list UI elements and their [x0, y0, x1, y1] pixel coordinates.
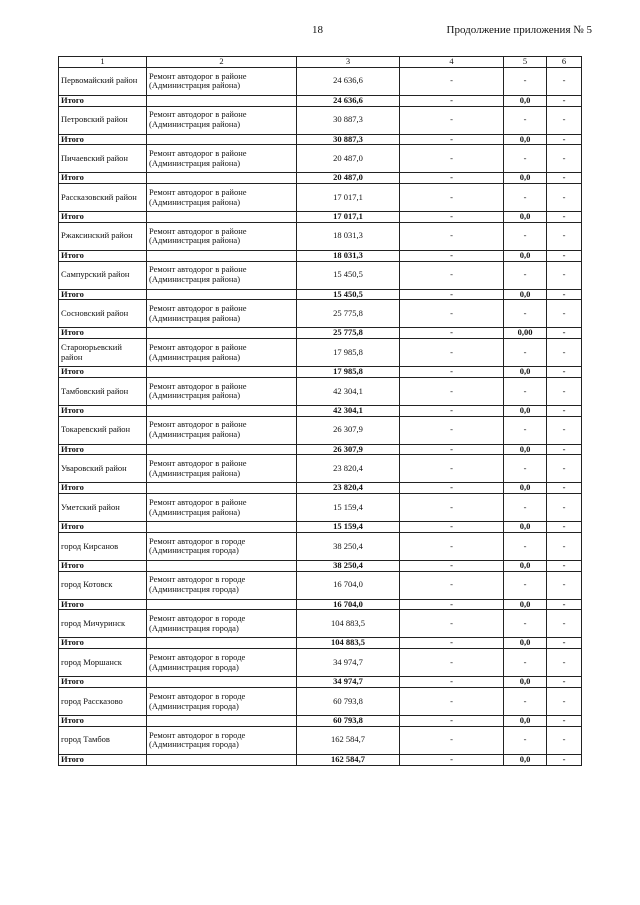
cell-district: Уваровский район: [59, 455, 147, 483]
cell-col-6: -: [547, 532, 582, 560]
table-row: [59, 67, 582, 95]
total-label: Итого: [59, 95, 147, 106]
cell-col-5: -: [504, 416, 547, 444]
cell-col-6: -: [547, 416, 582, 444]
total-col-4: -: [400, 638, 504, 649]
total-col-4: -: [400, 173, 504, 184]
column-header: 6: [547, 57, 582, 68]
cell-amount: 20 487,0: [297, 145, 400, 173]
total-empty-cell: [147, 95, 297, 106]
cell-col-6: -: [547, 222, 582, 250]
total-row: [59, 289, 582, 300]
total-label: Итого: [59, 212, 147, 223]
cell-col-4: -: [400, 300, 504, 328]
table-row: [59, 688, 582, 716]
total-amount: 17 017,1: [297, 212, 400, 223]
total-label: Итого: [59, 250, 147, 261]
cell-work-description: Ремонт автодорог в городе (Администрация города): [147, 571, 297, 599]
appendix-note: Продолжение приложения № 5: [446, 24, 592, 36]
total-amount: 24 636,6: [297, 95, 400, 106]
total-row: [59, 95, 582, 106]
total-col-5: 0,0: [504, 250, 547, 261]
cell-work-description: Ремонт автодорог в районе (Администрация района): [147, 184, 297, 212]
total-col-4: -: [400, 677, 504, 688]
cell-amount: 24 636,6: [297, 67, 400, 95]
table-row: [59, 377, 582, 405]
total-label: Итого: [59, 405, 147, 416]
total-row: [59, 134, 582, 145]
cell-district: город Моршанск: [59, 649, 147, 677]
cell-col-4: -: [400, 688, 504, 716]
total-col-4: -: [400, 483, 504, 494]
total-empty-cell: [147, 212, 297, 223]
total-label: Итого: [59, 560, 147, 571]
cell-district: город Мичуринск: [59, 610, 147, 638]
cell-district: Токаревский район: [59, 416, 147, 444]
total-col-6: -: [547, 212, 582, 223]
total-col-4: -: [400, 367, 504, 378]
cell-col-5: -: [504, 145, 547, 173]
total-amount: 17 985,8: [297, 367, 400, 378]
column-header: 4: [400, 57, 504, 68]
cell-amount: 60 793,8: [297, 688, 400, 716]
total-col-6: -: [547, 677, 582, 688]
total-amount: 38 250,4: [297, 560, 400, 571]
cell-col-4: -: [400, 532, 504, 560]
cell-col-4: -: [400, 649, 504, 677]
total-label: Итого: [59, 134, 147, 145]
cell-work-description: Ремонт автодорог в городе (Администрация города): [147, 610, 297, 638]
total-amount: 162 584,7: [297, 754, 400, 765]
table-body: [59, 67, 582, 765]
cell-col-5: -: [504, 494, 547, 522]
table-row: [59, 610, 582, 638]
cell-col-6: -: [547, 494, 582, 522]
total-label: Итого: [59, 754, 147, 765]
total-col-4: -: [400, 444, 504, 455]
total-col-4: -: [400, 250, 504, 261]
cell-work-description: Ремонт автодорог в районе (Администрация района): [147, 261, 297, 289]
total-label: Итого: [59, 289, 147, 300]
total-col-5: 0,0: [504, 638, 547, 649]
cell-work-description: Ремонт автодорог в городе (Администрация города): [147, 649, 297, 677]
cell-district: Рассказовский район: [59, 184, 147, 212]
total-col-6: -: [547, 405, 582, 416]
cell-amount: 17 985,8: [297, 339, 400, 367]
cell-col-5: -: [504, 571, 547, 599]
table-row: [59, 416, 582, 444]
total-row: [59, 522, 582, 533]
total-amount: 18 031,3: [297, 250, 400, 261]
total-col-5: 0,0: [504, 173, 547, 184]
cell-col-5: -: [504, 532, 547, 560]
total-empty-cell: [147, 716, 297, 727]
cell-col-5: -: [504, 726, 547, 754]
total-row: [59, 250, 582, 261]
total-col-4: -: [400, 560, 504, 571]
cell-work-description: Ремонт автодорог в районе (Администрация района): [147, 106, 297, 134]
cell-district: город Тамбов: [59, 726, 147, 754]
column-header: 1: [59, 57, 147, 68]
cell-amount: 42 304,1: [297, 377, 400, 405]
cell-col-5: -: [504, 377, 547, 405]
cell-col-6: -: [547, 649, 582, 677]
total-empty-cell: [147, 367, 297, 378]
total-empty-cell: [147, 444, 297, 455]
cell-col-4: -: [400, 571, 504, 599]
cell-col-6: -: [547, 455, 582, 483]
total-col-5: 0,0: [504, 289, 547, 300]
total-col-6: -: [547, 134, 582, 145]
table-row: [59, 532, 582, 560]
total-col-4: -: [400, 599, 504, 610]
cell-col-5: -: [504, 688, 547, 716]
cell-col-6: -: [547, 726, 582, 754]
cell-col-4: -: [400, 494, 504, 522]
cell-col-6: -: [547, 261, 582, 289]
cell-col-6: -: [547, 106, 582, 134]
cell-amount: 18 031,3: [297, 222, 400, 250]
cell-work-description: Ремонт автодорог в районе (Администрация района): [147, 300, 297, 328]
total-amount: 15 450,5: [297, 289, 400, 300]
table-row: [59, 494, 582, 522]
cell-col-4: -: [400, 67, 504, 95]
total-col-6: -: [547, 444, 582, 455]
total-col-5: 0,0: [504, 560, 547, 571]
cell-col-4: -: [400, 261, 504, 289]
table-row: [59, 455, 582, 483]
total-label: Итого: [59, 716, 147, 727]
total-empty-cell: [147, 405, 297, 416]
total-empty-cell: [147, 483, 297, 494]
cell-amount: 15 450,5: [297, 261, 400, 289]
total-col-4: -: [400, 522, 504, 533]
total-empty-cell: [147, 677, 297, 688]
total-label: Итого: [59, 483, 147, 494]
cell-col-4: -: [400, 222, 504, 250]
total-row: [59, 173, 582, 184]
cell-col-6: -: [547, 184, 582, 212]
total-row: [59, 677, 582, 688]
total-label: Итого: [59, 677, 147, 688]
total-empty-cell: [147, 134, 297, 145]
total-col-5: 0,0: [504, 716, 547, 727]
cell-district: Сосновский район: [59, 300, 147, 328]
total-col-5: 0,0: [504, 599, 547, 610]
cell-col-5: -: [504, 300, 547, 328]
table-row: [59, 300, 582, 328]
total-col-6: -: [547, 173, 582, 184]
cell-district: Тамбовский район: [59, 377, 147, 405]
total-col-5: 0,0: [504, 134, 547, 145]
cell-col-4: -: [400, 106, 504, 134]
total-col-5: 0,0: [504, 405, 547, 416]
cell-district: Староюрьевский район: [59, 339, 147, 367]
total-col-6: -: [547, 95, 582, 106]
cell-col-5: -: [504, 106, 547, 134]
total-amount: 26 307,9: [297, 444, 400, 455]
page-number: 18: [312, 24, 323, 36]
cell-amount: 16 704,0: [297, 571, 400, 599]
total-label: Итого: [59, 328, 147, 339]
cell-district: город Кирсанов: [59, 532, 147, 560]
total-empty-cell: [147, 289, 297, 300]
total-row: [59, 599, 582, 610]
total-label: Итого: [59, 638, 147, 649]
total-col-6: -: [547, 250, 582, 261]
cell-amount: 26 307,9: [297, 416, 400, 444]
total-label: Итого: [59, 173, 147, 184]
cell-col-5: -: [504, 455, 547, 483]
table-row: [59, 339, 582, 367]
total-col-6: -: [547, 522, 582, 533]
total-row: [59, 328, 582, 339]
total-col-5: 0,0: [504, 754, 547, 765]
cell-work-description: Ремонт автодорог в районе (Администрация района): [147, 339, 297, 367]
cell-work-description: Ремонт автодорог в городе (Администрация города): [147, 688, 297, 716]
cell-amount: 25 775,8: [297, 300, 400, 328]
total-col-6: -: [547, 483, 582, 494]
total-row: [59, 754, 582, 765]
cell-col-4: -: [400, 455, 504, 483]
total-row: [59, 483, 582, 494]
table-row: [59, 571, 582, 599]
cell-col-6: -: [547, 339, 582, 367]
cell-district: Пичаевский район: [59, 145, 147, 173]
total-col-5: 0,00: [504, 328, 547, 339]
total-col-6: -: [547, 560, 582, 571]
cell-district: город Рассказово: [59, 688, 147, 716]
cell-col-6: -: [547, 377, 582, 405]
cell-col-4: -: [400, 377, 504, 405]
cell-amount: 23 820,4: [297, 455, 400, 483]
cell-district: Ржаксинский район: [59, 222, 147, 250]
cell-col-4: -: [400, 416, 504, 444]
cell-col-6: -: [547, 300, 582, 328]
total-amount: 42 304,1: [297, 405, 400, 416]
total-col-4: -: [400, 95, 504, 106]
table-row: [59, 222, 582, 250]
column-header: 2: [147, 57, 297, 68]
total-col-4: -: [400, 212, 504, 223]
total-col-5: 0,0: [504, 444, 547, 455]
cell-col-6: -: [547, 571, 582, 599]
cell-work-description: Ремонт автодорог в районе (Администрация района): [147, 67, 297, 95]
cell-work-description: Ремонт автодорог в городе (Администрация города): [147, 532, 297, 560]
cell-work-description: Ремонт автодорог в районе (Администрация района): [147, 455, 297, 483]
cell-col-5: -: [504, 610, 547, 638]
table-row: [59, 145, 582, 173]
total-col-6: -: [547, 289, 582, 300]
cell-col-6: -: [547, 67, 582, 95]
total-col-4: -: [400, 134, 504, 145]
total-col-6: -: [547, 367, 582, 378]
total-row: [59, 638, 582, 649]
cell-amount: 38 250,4: [297, 532, 400, 560]
total-amount: 20 487,0: [297, 173, 400, 184]
cell-amount: 17 017,1: [297, 184, 400, 212]
cell-district: Сампурский район: [59, 261, 147, 289]
total-col-6: -: [547, 716, 582, 727]
total-amount: 23 820,4: [297, 483, 400, 494]
total-amount: 16 704,0: [297, 599, 400, 610]
total-empty-cell: [147, 638, 297, 649]
total-empty-cell: [147, 250, 297, 261]
cell-amount: 162 584,7: [297, 726, 400, 754]
table-row: [59, 184, 582, 212]
cell-work-description: Ремонт автодорог в районе (Администрация района): [147, 222, 297, 250]
funding-table: [58, 56, 582, 766]
total-col-5: 0,0: [504, 95, 547, 106]
total-label: Итого: [59, 367, 147, 378]
cell-work-description: Ремонт автодорог в городе (Администрация города): [147, 726, 297, 754]
cell-col-4: -: [400, 184, 504, 212]
cell-col-5: -: [504, 222, 547, 250]
cell-district: Петровский район: [59, 106, 147, 134]
column-number-row: [59, 57, 582, 68]
cell-district: город Котовск: [59, 571, 147, 599]
cell-work-description: Ремонт автодорог в районе (Администрация района): [147, 377, 297, 405]
total-empty-cell: [147, 754, 297, 765]
total-amount: 60 793,8: [297, 716, 400, 727]
cell-col-4: -: [400, 339, 504, 367]
cell-amount: 15 159,4: [297, 494, 400, 522]
total-row: [59, 405, 582, 416]
total-empty-cell: [147, 599, 297, 610]
total-row: [59, 212, 582, 223]
cell-col-5: -: [504, 649, 547, 677]
total-col-5: 0,0: [504, 212, 547, 223]
total-empty-cell: [147, 328, 297, 339]
total-amount: 15 159,4: [297, 522, 400, 533]
total-col-4: -: [400, 754, 504, 765]
cell-amount: 34 974,7: [297, 649, 400, 677]
total-row: [59, 716, 582, 727]
total-col-6: -: [547, 754, 582, 765]
total-col-4: -: [400, 289, 504, 300]
cell-district: Уметский район: [59, 494, 147, 522]
total-col-5: 0,0: [504, 677, 547, 688]
table-row: [59, 649, 582, 677]
cell-col-6: -: [547, 688, 582, 716]
total-amount: 34 974,7: [297, 677, 400, 688]
total-col-5: 0,0: [504, 367, 547, 378]
cell-amount: 30 887,3: [297, 106, 400, 134]
total-col-4: -: [400, 328, 504, 339]
total-col-4: -: [400, 405, 504, 416]
total-col-6: -: [547, 599, 582, 610]
total-empty-cell: [147, 522, 297, 533]
cell-col-4: -: [400, 145, 504, 173]
table-row: [59, 726, 582, 754]
cell-col-4: -: [400, 610, 504, 638]
total-label: Итого: [59, 522, 147, 533]
cell-col-6: -: [547, 145, 582, 173]
cell-col-5: -: [504, 67, 547, 95]
total-col-5: 0,0: [504, 483, 547, 494]
cell-work-description: Ремонт автодорог в районе (Администрация района): [147, 416, 297, 444]
column-header: 5: [504, 57, 547, 68]
total-label: Итого: [59, 599, 147, 610]
cell-col-5: -: [504, 339, 547, 367]
cell-work-description: Ремонт автодорог в районе (Администрация района): [147, 145, 297, 173]
total-col-6: -: [547, 328, 582, 339]
cell-col-5: -: [504, 184, 547, 212]
total-label: Итого: [59, 444, 147, 455]
total-amount: 104 883,5: [297, 638, 400, 649]
total-row: [59, 444, 582, 455]
cell-col-5: -: [504, 261, 547, 289]
cell-district: Первомайский район: [59, 67, 147, 95]
total-col-4: -: [400, 716, 504, 727]
total-amount: 25 775,8: [297, 328, 400, 339]
cell-work-description: Ремонт автодорог в районе (Администрация района): [147, 494, 297, 522]
total-col-6: -: [547, 638, 582, 649]
column-header: 3: [297, 57, 400, 68]
cell-col-6: -: [547, 610, 582, 638]
total-amount: 30 887,3: [297, 134, 400, 145]
total-row: [59, 560, 582, 571]
table-row: [59, 106, 582, 134]
cell-col-4: -: [400, 726, 504, 754]
total-row: [59, 367, 582, 378]
table-row: [59, 261, 582, 289]
total-col-5: 0,0: [504, 522, 547, 533]
total-empty-cell: [147, 560, 297, 571]
total-empty-cell: [147, 173, 297, 184]
cell-amount: 104 883,5: [297, 610, 400, 638]
